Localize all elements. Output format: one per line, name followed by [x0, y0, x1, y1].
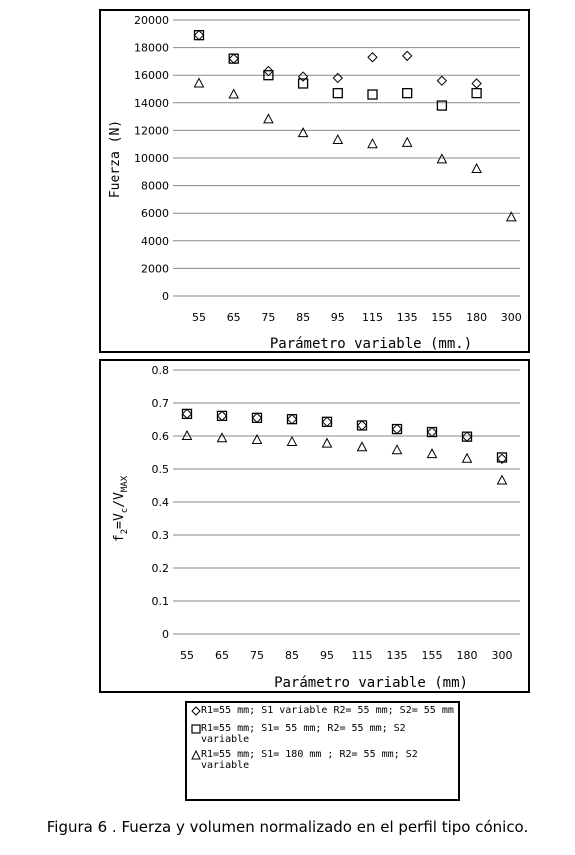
square-point: [368, 90, 377, 99]
force-chart: [99, 9, 530, 353]
y-tick-label: 0.1: [151, 595, 169, 608]
force-chart-plot: [101, 11, 532, 355]
square-point: [253, 413, 262, 422]
diamond-point: [403, 51, 412, 60]
triangle-point: [437, 154, 446, 163]
y-tick-label: 0: [162, 628, 169, 641]
square-point: [299, 79, 308, 88]
y-tick-label: 20000: [134, 14, 169, 27]
diamond-marker-icon: [191, 706, 201, 719]
diamond-point: [218, 411, 227, 420]
y-tick-label: 0.7: [151, 397, 169, 410]
volume-chart-plot: [101, 361, 532, 695]
legend: [185, 701, 460, 801]
triangle-point: [368, 139, 377, 148]
triangle-point: [218, 433, 227, 442]
square-point: [393, 425, 402, 434]
x-tick-label: 115: [362, 311, 383, 324]
square-point: [428, 428, 437, 437]
triangle-point: [498, 476, 507, 485]
legend-item-square: [191, 723, 454, 745]
diamond-point: [463, 432, 472, 441]
x-tick-label: 85: [296, 311, 311, 324]
square-marker-icon: [191, 724, 201, 737]
triangle-point: [358, 442, 367, 451]
triangle-point: [195, 78, 204, 87]
square-point: [218, 411, 227, 420]
x-tick-label: 155: [431, 311, 453, 324]
volume-chart: [99, 359, 530, 693]
x-tick-label: 115: [351, 649, 373, 662]
triangle-point: [428, 449, 437, 458]
x-tick-label: 180: [466, 311, 488, 324]
diamond-point: [393, 425, 402, 434]
legend-label: R1=55 mm; S1 variable R2= 55 mm; S2= 55 mm: [201, 705, 454, 716]
y-tick-label: 10000: [134, 152, 169, 165]
y-tick-label: 0.2: [151, 562, 169, 575]
x-tick-label: 155: [421, 649, 443, 662]
square-point: [333, 89, 342, 98]
diamond-point: [323, 417, 332, 426]
x-tick-label: 55: [192, 311, 206, 324]
diamond-point: [437, 76, 446, 85]
triangle-point: [264, 114, 273, 123]
x-tick-label: 95: [330, 311, 345, 324]
triangle-marker-icon: [191, 750, 201, 763]
y-tick-label: 0.6: [151, 430, 169, 443]
square-point: [195, 31, 204, 40]
y-axis-label: Fuerza (N): [108, 119, 123, 199]
y-tick-label: 0.3: [151, 529, 169, 542]
diamond-point: [428, 428, 437, 437]
y-tick-label: 0.5: [151, 463, 169, 476]
x-tick-label: 75: [261, 311, 276, 324]
y-tick-label: 16000: [134, 69, 169, 83]
diamond-point: [472, 79, 481, 88]
y-tick-label: 14000: [134, 96, 169, 110]
diamond-point: [358, 421, 367, 430]
square-point: [229, 54, 238, 63]
diamond-point: [299, 72, 308, 81]
figure-caption: Figura 6 . Fuerza y volumen normalizado en el perfil tipo cónico.: [46, 818, 529, 836]
y-tick-label: 0.4: [151, 496, 169, 509]
triangle-point: [463, 454, 472, 463]
y-tick-label: 0: [162, 290, 169, 303]
triangle-point: [229, 90, 238, 99]
legend-item-diamond: [191, 705, 454, 719]
y-tick-label: 4000: [141, 234, 169, 248]
y-tick-label: 2000: [141, 262, 169, 276]
x-tick-label: 135: [396, 311, 418, 324]
x-tick-label: 55: [180, 649, 194, 662]
y-tick-label: 18000: [134, 41, 169, 55]
diamond-point: [288, 415, 297, 424]
triangle-point: [323, 439, 332, 448]
x-tick-label: 300: [491, 649, 513, 662]
x-tick-label: 180: [456, 649, 478, 662]
x-tick-label: 75: [250, 649, 264, 662]
y-tick-label: 0.8: [151, 364, 169, 377]
diamond-point: [253, 413, 262, 422]
x-tick-label: 135: [386, 649, 408, 662]
triangle-point: [183, 431, 192, 440]
legend-item-triangle: [191, 749, 454, 771]
x-axis-label: Parámetro variable (mm): [274, 675, 468, 691]
x-tick-label: 65: [226, 311, 241, 324]
triangle-point: [288, 437, 297, 446]
y-tick-label: 12000: [134, 124, 169, 138]
x-tick-label: 95: [320, 649, 334, 662]
diamond-point: [183, 409, 192, 418]
triangle-point: [472, 164, 481, 173]
square-point: [288, 415, 297, 424]
square-point: [358, 421, 367, 430]
legend-label: R1=55 mm; S1= 55 mm; R2= 55 mm; S2 variable: [201, 723, 406, 745]
x-tick-label: 85: [285, 649, 299, 662]
square-point: [472, 89, 481, 98]
x-tick-label: 65: [215, 649, 229, 662]
triangle-point: [333, 135, 342, 144]
square-point: [183, 409, 192, 418]
diamond-point: [368, 53, 377, 62]
square-point: [403, 89, 412, 98]
triangle-point: [403, 138, 412, 147]
x-tick-label: 300: [500, 311, 522, 324]
diamond-point: [229, 54, 238, 63]
triangle-point: [393, 445, 402, 454]
square-point: [323, 417, 332, 426]
x-axis-label: Parámetro variable (mm.): [269, 336, 473, 352]
square-point: [463, 432, 472, 441]
triangle-point: [299, 128, 308, 137]
y-axis-label: $f_2=V_c/V_{MAX}$: [112, 475, 130, 543]
legend-label: R1=55 mm; S1= 180 mm ; R2= 55 mm; S2 variable: [201, 749, 418, 771]
diamond-point: [195, 31, 204, 40]
y-tick-label: 8000: [141, 179, 169, 193]
y-tick-label: 6000: [141, 207, 169, 221]
